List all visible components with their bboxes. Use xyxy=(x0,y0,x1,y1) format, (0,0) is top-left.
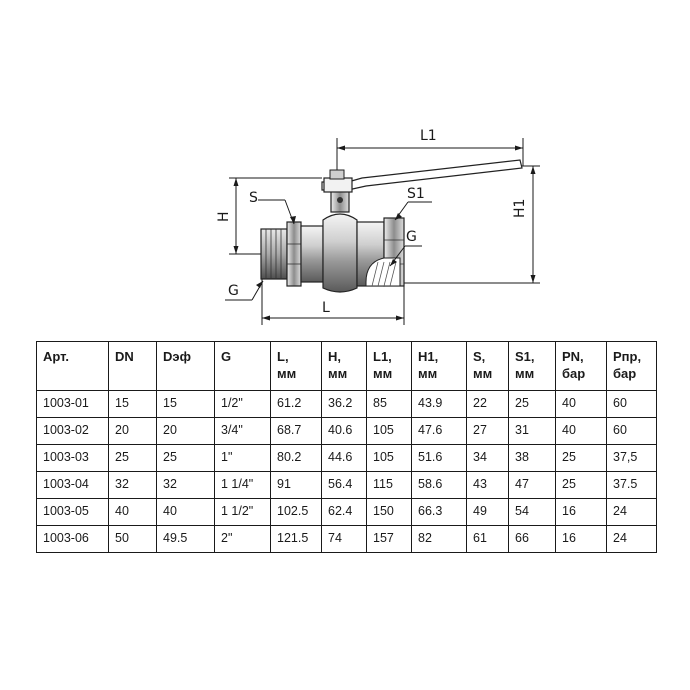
table-cell-h: 44.6 xyxy=(322,445,367,472)
table-cell-s1: 54 xyxy=(509,499,556,526)
table-cell-art: 1003-05 xyxy=(37,499,109,526)
label-h1: H1 xyxy=(512,198,528,218)
table-cell-s: 49 xyxy=(467,499,509,526)
table-cell-s1: 31 xyxy=(509,418,556,445)
table-cell-g: 1/2" xyxy=(215,391,271,418)
column-header-unit: бар xyxy=(613,366,637,381)
column-header-unit: мм xyxy=(473,366,493,381)
column-header-s xyxy=(467,342,509,391)
column-header-deff xyxy=(157,342,215,391)
table-cell-l1: 150 xyxy=(367,499,412,526)
label-g-left: G xyxy=(228,283,239,299)
table-cell-h1: 58.6 xyxy=(412,472,467,499)
table-cell-h: 56.4 xyxy=(322,472,367,499)
table-cell-ppr: 37,5 xyxy=(607,445,657,472)
label-s: S xyxy=(249,190,258,206)
table-cell-g: 1 1/4" xyxy=(215,472,271,499)
valve-body xyxy=(261,178,404,292)
valve-technical-drawing xyxy=(0,0,690,340)
table-cell-g: 1 1/2" xyxy=(215,499,271,526)
column-header-h1 xyxy=(412,342,467,391)
table-cell-s: 61 xyxy=(467,526,509,553)
table-cell-art: 1003-04 xyxy=(37,472,109,499)
table-cell-ppr: 24 xyxy=(607,499,657,526)
table-cell-l1: 105 xyxy=(367,445,412,472)
label-s1: S1 xyxy=(407,186,425,202)
table-cell-deff: 20 xyxy=(157,418,215,445)
table-cell-pn: 16 xyxy=(556,499,607,526)
table-cell-ppr: 24 xyxy=(607,526,657,553)
table-cell-l: 91 xyxy=(271,472,322,499)
table-cell-dn: 40 xyxy=(109,499,157,526)
column-header-g xyxy=(215,342,271,391)
table-header-row xyxy=(37,342,657,391)
table-cell-h1: 47.6 xyxy=(412,418,467,445)
column-header-label: L1, xyxy=(373,349,392,364)
table-cell-s: 34 xyxy=(467,445,509,472)
dimension-h1 xyxy=(400,166,540,283)
table-cell-art: 1003-02 xyxy=(37,418,109,445)
table-cell-deff: 40 xyxy=(157,499,215,526)
table-cell-l: 61.2 xyxy=(271,391,322,418)
table-cell-pn: 40 xyxy=(556,418,607,445)
table-cell-deff: 32 xyxy=(157,472,215,499)
column-header-label: L, xyxy=(277,349,289,364)
table-cell-dn: 20 xyxy=(109,418,157,445)
column-header-h xyxy=(322,342,367,391)
table-cell-l: 80.2 xyxy=(271,445,322,472)
column-header-label: Pпр, xyxy=(613,349,642,364)
table-cell-h: 40.6 xyxy=(322,418,367,445)
column-header-l xyxy=(271,342,322,391)
column-header-unit: бар xyxy=(562,366,586,381)
column-header-unit: мм xyxy=(515,366,535,381)
table-cell-deff: 49.5 xyxy=(157,526,215,553)
table-cell-s1: 47 xyxy=(509,472,556,499)
column-header-l1 xyxy=(367,342,412,391)
table-cell-dn: 25 xyxy=(109,445,157,472)
table-cell-ppr: 60 xyxy=(607,418,657,445)
column-header-dn xyxy=(109,342,157,391)
table-row xyxy=(37,526,657,553)
table-cell-dn: 32 xyxy=(109,472,157,499)
table-cell-h1: 43.9 xyxy=(412,391,467,418)
table-body xyxy=(37,391,657,553)
column-header-label: S, xyxy=(473,349,486,364)
table-row xyxy=(37,445,657,472)
table-row xyxy=(37,391,657,418)
table-cell-s: 43 xyxy=(467,472,509,499)
table-cell-ppr: 60 xyxy=(607,391,657,418)
table-cell-l: 68.7 xyxy=(271,418,322,445)
table-cell-g: 2" xyxy=(215,526,271,553)
column-header-label: H, xyxy=(328,349,341,364)
column-header-ppr xyxy=(607,342,657,391)
table-cell-g: 1" xyxy=(215,445,271,472)
table-cell-s: 27 xyxy=(467,418,509,445)
column-header-unit: мм xyxy=(373,366,393,381)
table-cell-l1: 105 xyxy=(367,418,412,445)
table-cell-pn: 25 xyxy=(556,445,607,472)
column-header-label: S1, xyxy=(515,349,535,364)
table-cell-pn: 25 xyxy=(556,472,607,499)
table-cell-l1: 157 xyxy=(367,526,412,553)
table-cell-deff: 15 xyxy=(157,391,215,418)
table-cell-l1: 85 xyxy=(367,391,412,418)
table-cell-s1: 38 xyxy=(509,445,556,472)
table-cell-dn: 50 xyxy=(109,526,157,553)
table-cell-pn: 40 xyxy=(556,391,607,418)
specification-table xyxy=(36,341,657,553)
table-cell-l: 121.5 xyxy=(271,526,322,553)
table-cell-g: 3/4" xyxy=(215,418,271,445)
table-cell-s: 22 xyxy=(467,391,509,418)
table-cell-deff: 25 xyxy=(157,445,215,472)
column-header-unit: мм xyxy=(277,366,297,381)
table-cell-art: 1003-03 xyxy=(37,445,109,472)
table-cell-s1: 66 xyxy=(509,526,556,553)
leader-s1 xyxy=(395,202,432,220)
column-header-label: Dэф xyxy=(163,349,191,364)
ball-valve-drawing xyxy=(0,0,690,340)
table-cell-art: 1003-01 xyxy=(37,391,109,418)
column-header-label: PN, xyxy=(562,349,584,364)
table-cell-pn: 16 xyxy=(556,526,607,553)
table-cell-s1: 25 xyxy=(509,391,556,418)
table-row xyxy=(37,472,657,499)
table-cell-h: 36.2 xyxy=(322,391,367,418)
column-header-label: H1, xyxy=(418,349,439,364)
column-header-pn xyxy=(556,342,607,391)
label-l: L xyxy=(322,300,330,316)
label-l1: L1 xyxy=(420,128,437,144)
column-header-art xyxy=(37,342,109,391)
table-cell-dn: 15 xyxy=(109,391,157,418)
table-cell-ppr: 37.5 xyxy=(607,472,657,499)
column-header-label: DN xyxy=(115,349,134,364)
table-cell-art: 1003-06 xyxy=(37,526,109,553)
table-cell-h: 74 xyxy=(322,526,367,553)
column-header-unit: мм xyxy=(418,366,438,381)
table-cell-l: 102.5 xyxy=(271,499,322,526)
table-row xyxy=(37,499,657,526)
label-h: H xyxy=(216,211,232,222)
column-header-s1 xyxy=(509,342,556,391)
column-header-unit: мм xyxy=(328,366,348,381)
table-cell-h: 62.4 xyxy=(322,499,367,526)
table-cell-h1: 66.3 xyxy=(412,499,467,526)
column-header-label: Арт. xyxy=(43,349,69,364)
label-g-right: G xyxy=(406,229,417,245)
table-row xyxy=(37,418,657,445)
table-cell-h1: 51.6 xyxy=(412,445,467,472)
column-header-label: G xyxy=(221,349,232,364)
table-cell-l1: 115 xyxy=(367,472,412,499)
table-cell-h1: 82 xyxy=(412,526,467,553)
leader-s xyxy=(258,200,296,224)
